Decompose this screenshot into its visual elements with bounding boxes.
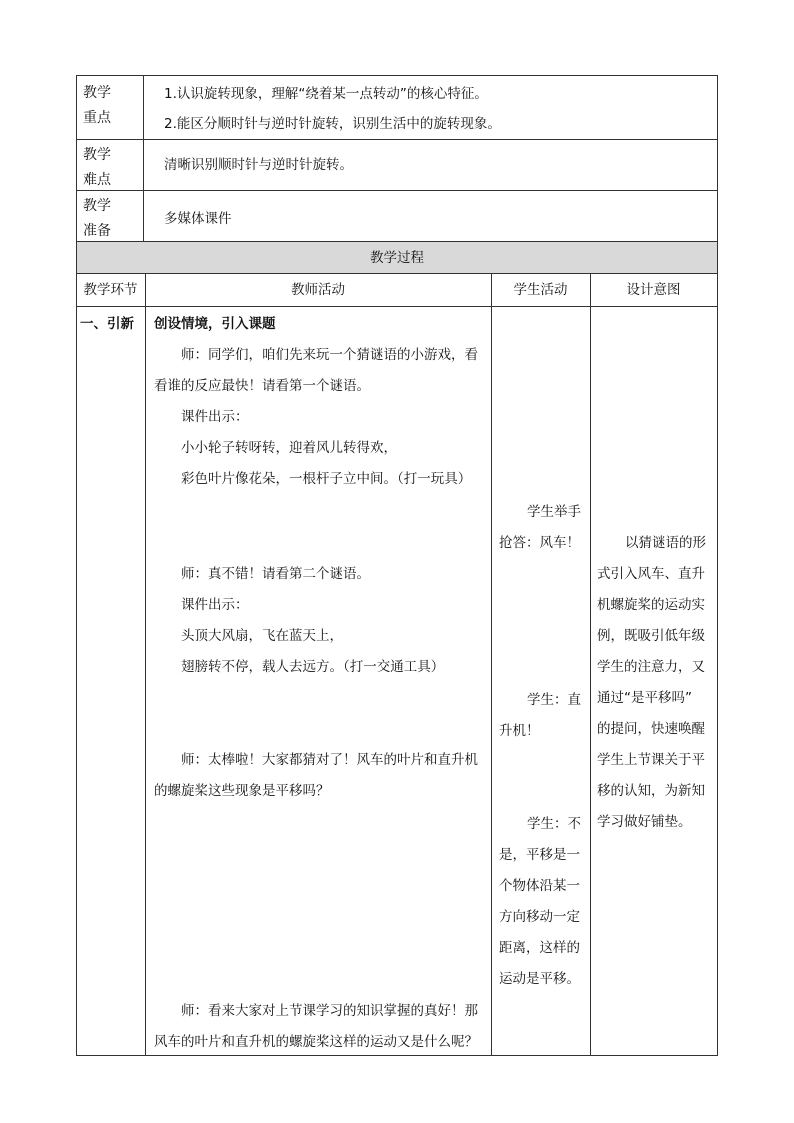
row-divider xyxy=(76,273,718,274)
student-answer: 个物体沿某一 xyxy=(499,878,580,894)
column-divider xyxy=(491,273,492,1056)
header-teacher: 教师活动 xyxy=(291,282,345,298)
table-border-right xyxy=(717,75,718,1056)
focus-item-2: 2.能区分顺时针与逆时针旋转，识别生活中的旋转现象。 xyxy=(164,116,501,132)
teacher-paragraph: 师：同学们，咱们先来玩一个猜谜语的小游戏，看 xyxy=(181,347,478,363)
table-border-bottom xyxy=(76,1055,718,1056)
student-answer: 方向移动一定 xyxy=(499,909,580,925)
row-divider xyxy=(76,306,718,307)
section-name: 一、引新 xyxy=(80,316,134,332)
table-border-left xyxy=(76,75,77,1056)
riddle-line: 彩色叶片像花朵，一根杆子立中间。（打一玩具） xyxy=(181,471,472,487)
difficulty-text: 清晰识别顺时针与逆时针旋转。 xyxy=(164,157,353,173)
intent-line: 学习做好铺垫。 xyxy=(597,814,692,830)
intent-line: 以猜谜语的形 xyxy=(625,535,706,551)
row-label-focus: 教学 重点 xyxy=(83,85,111,126)
intent-line: 通过“是平移吗” xyxy=(597,690,692,706)
column-divider xyxy=(145,273,146,1056)
student-answer: 学生举手 xyxy=(527,504,581,520)
student-answer: 学生：不 xyxy=(527,816,581,832)
student-answer: 升机！ xyxy=(499,723,540,739)
table-border-top xyxy=(76,75,718,76)
intent-line: 式引入风车、直升 xyxy=(597,566,705,582)
intent-line: 学生的注意力，又 xyxy=(597,659,705,675)
student-answer: 运动是平移。 xyxy=(499,971,580,987)
courseware-label: 课件出示： xyxy=(181,597,249,613)
teacher-paragraph: 的螺旋桨这些现象是平移吗？ xyxy=(154,783,330,799)
header-student: 学生活动 xyxy=(513,282,568,298)
riddle-line: 头顶大风扇，飞在蓝天上， xyxy=(181,628,343,644)
courseware-label: 课件出示： xyxy=(181,409,249,425)
label-column-divider xyxy=(143,75,144,242)
teacher-paragraph: 师：太棒啦！大家都猜对了！风车的叶片和直升机 xyxy=(181,752,478,768)
intent-line: 机螺旋桨的运动实 xyxy=(597,597,705,613)
header-section: 教学环节 xyxy=(83,282,138,298)
riddle-line: 翅膀转不停，载人去远方。（打一交通工具） xyxy=(181,659,445,675)
row-divider xyxy=(76,139,718,140)
intent-line: 移的认知，为新知 xyxy=(597,783,705,799)
teacher-paragraph: 师：真不错！请看第二个谜语。 xyxy=(181,566,370,582)
student-answer: 距离，这样的 xyxy=(499,940,580,956)
header-intent: 设计意图 xyxy=(626,282,681,298)
student-answer: 学生：直 xyxy=(527,692,581,708)
process-title: 教学过程 xyxy=(370,250,424,266)
intent-line: 的提问，快速唤醒 xyxy=(597,721,705,737)
row-label-difficulty: 教学 难点 xyxy=(83,147,111,188)
teacher-paragraph: 风车的叶片和直升机的螺旋桨这样的运动又是什么呢？ xyxy=(154,1034,478,1050)
intent-line: 例，既吸引低年级 xyxy=(597,628,705,644)
preparation-text: 多媒体课件 xyxy=(164,211,232,227)
student-answer: 是，平移是一 xyxy=(499,847,580,863)
row-label-preparation: 教学 准备 xyxy=(83,198,111,239)
focus-item-1: 1.认识旋转现象，理解“绕着某一点转动”的核心特征。 xyxy=(164,86,488,102)
riddle-line: 小小轮子转呀转，迎着风儿转得欢， xyxy=(181,440,397,456)
column-divider xyxy=(590,273,591,1056)
teacher-paragraph: 看谁的反应最快！请看第一个谜语。 xyxy=(154,378,370,394)
student-answer: 抢答：风车！ xyxy=(499,535,580,551)
teacher-heading: 创设情境，引入课题 xyxy=(154,316,276,332)
intent-line: 学生上节课关于平 xyxy=(597,752,705,768)
row-divider xyxy=(76,190,718,191)
row-divider xyxy=(76,241,718,242)
teacher-paragraph: 师：看来大家对上节课学习的知识掌握的真好！那 xyxy=(181,1003,478,1019)
